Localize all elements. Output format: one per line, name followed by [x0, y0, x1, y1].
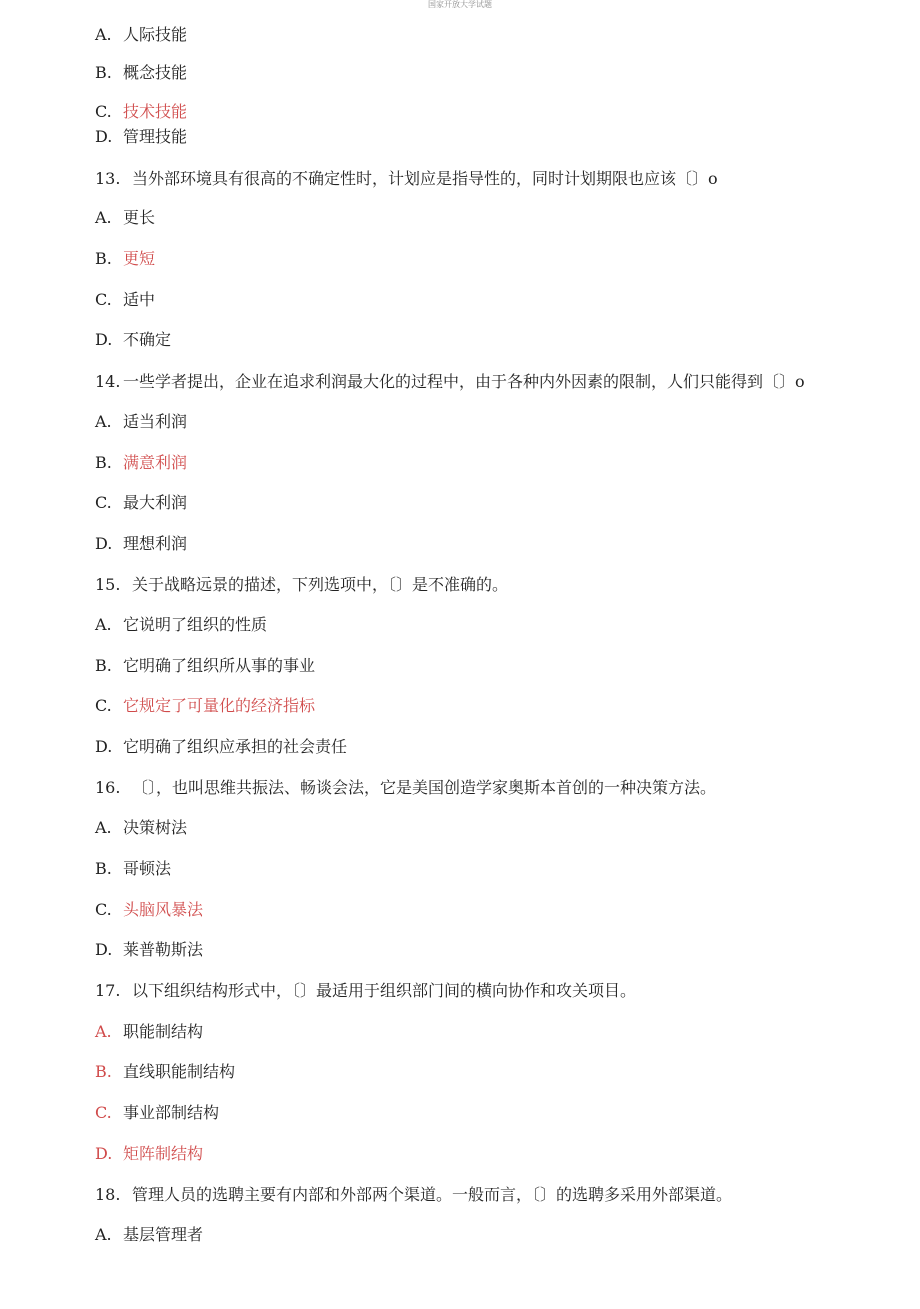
option-18-a	[95, 1225, 203, 1245]
question-text: 管理人员的选聘主要有内部和外部两个渠道。一般而言，〔〕的选聘多采用外部渠道。	[132, 1185, 733, 1204]
option-17-c	[95, 1103, 219, 1123]
option-text: 莱普勒斯法	[123, 940, 204, 959]
option-text: 基层管理者	[123, 1225, 204, 1244]
option-15-d	[95, 737, 347, 757]
option-text: 不确定	[123, 330, 172, 349]
option-label: C.	[95, 900, 112, 919]
option-label: A.	[95, 818, 112, 837]
option-13-a	[95, 208, 155, 228]
option-label: B.	[95, 859, 112, 878]
question-text: 关于战略远景的描述，下列选项中，〔〕是不准确的。	[132, 575, 509, 594]
option-text: 它明确了组织所从事的事业	[123, 656, 316, 675]
question-text: 〔〕，也叫思维共振法、畅谈会法，它是美国创造学家奥斯本首创的一种决策方法。	[132, 778, 717, 797]
option-15-a	[95, 615, 267, 635]
question-17	[95, 981, 636, 1001]
option-label: B.	[95, 453, 112, 472]
option-16-b	[95, 859, 171, 879]
option-12-b	[95, 63, 187, 83]
option-label: B.	[95, 656, 112, 675]
option-label: A.	[95, 412, 112, 431]
option-text: 管理技能	[123, 127, 188, 146]
option-label-answer: A.	[95, 1022, 112, 1041]
option-label: C.	[95, 696, 112, 715]
question-number: 13.	[95, 169, 121, 188]
option-text-answer: 矩阵制结构	[123, 1144, 204, 1163]
question-number: 15.	[95, 575, 121, 594]
option-text: 适当利润	[123, 412, 188, 431]
question-number: 17.	[95, 981, 121, 1000]
option-label: D.	[95, 737, 113, 756]
question-number: 16.	[95, 778, 121, 797]
option-12-d	[95, 127, 187, 147]
option-text: 最大利润	[123, 493, 188, 512]
option-text: 事业部制结构	[123, 1103, 220, 1122]
question-number: 14.	[95, 372, 121, 391]
option-text: 它明确了组织应承担的社会责任	[123, 737, 348, 756]
page-header: 国家开放大学试题	[428, 0, 492, 9]
option-15-b	[95, 656, 315, 676]
option-label: D.	[95, 534, 113, 553]
option-text-answer: 头脑风暴法	[123, 900, 204, 919]
option-text: 哥顿法	[123, 859, 172, 878]
option-label: A.	[95, 615, 112, 634]
option-16-c	[95, 900, 203, 920]
option-text-answer: 满意利润	[123, 453, 188, 472]
option-text: 它说明了组织的性质	[123, 615, 268, 634]
question-15	[95, 575, 508, 595]
option-16-a	[95, 818, 187, 838]
option-label: D.	[95, 940, 113, 959]
option-label-answer: D.	[95, 1144, 113, 1163]
option-text: 适中	[123, 290, 156, 309]
question-14	[95, 372, 805, 392]
option-17-b	[95, 1062, 235, 1082]
option-text: 人际技能	[123, 25, 188, 44]
option-label: B.	[95, 249, 112, 268]
option-label-answer: B.	[95, 1062, 112, 1081]
question-number: 18.	[95, 1185, 121, 1204]
option-label: C.	[95, 493, 112, 512]
option-text: 职能制结构	[123, 1022, 204, 1041]
option-label: D.	[95, 127, 113, 146]
option-text: 概念技能	[123, 63, 188, 82]
option-text: 决策树法	[123, 818, 188, 837]
option-label: D.	[95, 330, 113, 349]
option-text-answer: 它规定了可量化的经济指标	[123, 696, 316, 715]
option-14-c	[95, 493, 187, 513]
option-13-d	[95, 330, 171, 350]
option-label: A.	[95, 1225, 112, 1244]
option-12-c	[95, 102, 187, 122]
option-text: 直线职能制结构	[123, 1062, 236, 1081]
option-16-d	[95, 940, 203, 960]
option-12-a	[95, 25, 187, 45]
question-13	[95, 169, 718, 189]
question-text: 当外部环境具有很高的不确定性时，计划应是指导性的，同时计划期限也应该〔〕o	[132, 169, 718, 188]
option-17-a	[95, 1022, 203, 1042]
option-label: A.	[95, 208, 112, 227]
option-label: A.	[95, 25, 112, 44]
option-label: C.	[95, 102, 112, 121]
option-14-b	[95, 453, 187, 473]
question-18	[95, 1185, 732, 1205]
option-text-answer: 技术技能	[123, 102, 188, 121]
option-text: 理想利润	[123, 534, 188, 553]
option-15-c	[95, 696, 315, 716]
option-13-b	[95, 249, 155, 269]
option-17-d	[95, 1144, 203, 1164]
option-text-answer: 更短	[123, 249, 156, 268]
option-13-c	[95, 290, 155, 310]
option-label: B.	[95, 63, 112, 82]
option-14-a	[95, 412, 187, 432]
option-label: C.	[95, 290, 112, 309]
question-16	[95, 778, 716, 798]
option-label-answer: C.	[95, 1103, 112, 1122]
option-text: 更长	[123, 208, 156, 227]
option-14-d	[95, 534, 187, 554]
question-text: 一些学者提出，企业在追求利润最大化的过程中，由于各种内外因素的限制，人们只能得到〔〕o	[123, 372, 805, 391]
question-text: 以下组织结构形式中，〔〕最适用于组织部门间的横向协作和攻关项目。	[132, 981, 637, 1000]
